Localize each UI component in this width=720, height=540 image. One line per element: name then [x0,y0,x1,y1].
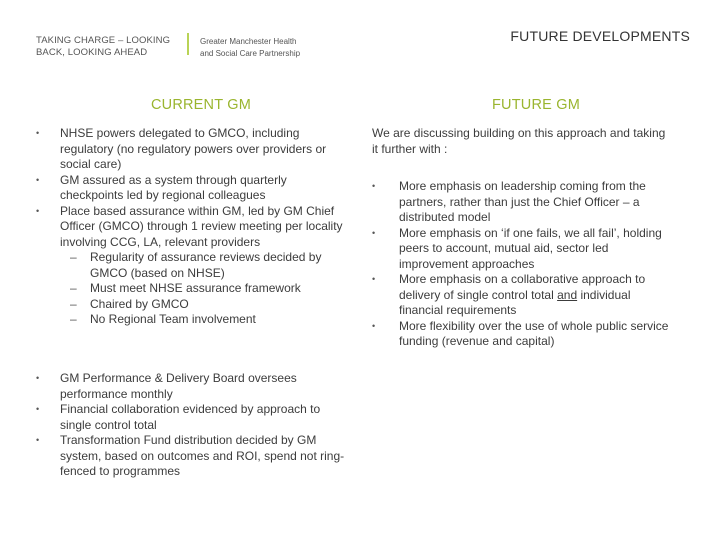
current-bullet: • GM assured as a system through quarterly checkpoints led by regional colleagues [36,173,348,204]
deck-title-line2: BACK, LOOKING AHEAD [36,47,148,58]
future-gm-heading: FUTURE GM [492,97,580,113]
current-gm-list-1 [36,126,348,328]
partnership-line1: Greater Manchester Health [200,37,297,46]
current-sub-item: – Must meet NHSE assurance framework [60,281,348,297]
future-bullet-text-a: More emphasis on a collaborative approach to delivery of single control total [399,272,646,302]
partnership-line2: and Social Care Partnership [200,49,301,58]
current-sub-item: – Regularity of assurance reviews decided by GMCO (based on NHSE) [60,250,348,281]
current-bullet: • Transformation Fund distribution decided by GM system, based on outcomes and ROI, spend not ring-fenced to programmes [36,433,348,480]
future-bullet [372,272,674,319]
deck-title-line1: TAKING CHARGE – LOOKING [36,35,171,46]
underlined-word: and [557,287,578,302]
future-gm-intro: We are discussing building on this approach and taking it further with : [372,126,666,156]
current-bullet: • Financial collaboration evidenced by approach to single control total [36,402,348,433]
future-bullet: • More emphasis on leadership coming from the partners, rather than just the Chief Officer – a distributed model [372,179,674,226]
future-bullet-text-b: individual financial requirements [399,287,631,317]
current-bullet-text: Place based assurance within GM, led by GM Chief Officer (GMCO) through 1 review meeting per locality involving CCG, LA, relevant providers [60,203,343,249]
current-gm-list-2 [36,371,348,480]
current-sub-item: – No Regional Team involvement [60,312,348,328]
deck-title [36,35,176,59]
header-divider [187,33,189,55]
current-bullet [36,204,348,328]
current-bullet: • NHSE powers delegated to GMCO, including regulatory (no regulatory powers over providers or social care) [36,126,348,173]
future-bullet: • More flexibility over the use of whole public service funding (revenue and capital) [372,319,674,350]
future-gm-list [372,179,674,350]
current-gm-heading: CURRENT GM [150,97,251,113]
slide-title: FUTURE DEVELOPMENTS [510,28,690,44]
future-bullet: • More emphasis on ‘if one fails, we all fail’, holding peers to account, mutual aid, sector led improvement approaches [372,226,674,273]
current-bullet: • GM Performance & Delivery Board oversees performance monthly [36,371,348,402]
partnership-name [200,36,340,60]
current-sub-item: – Chaired by GMCO [60,297,348,313]
